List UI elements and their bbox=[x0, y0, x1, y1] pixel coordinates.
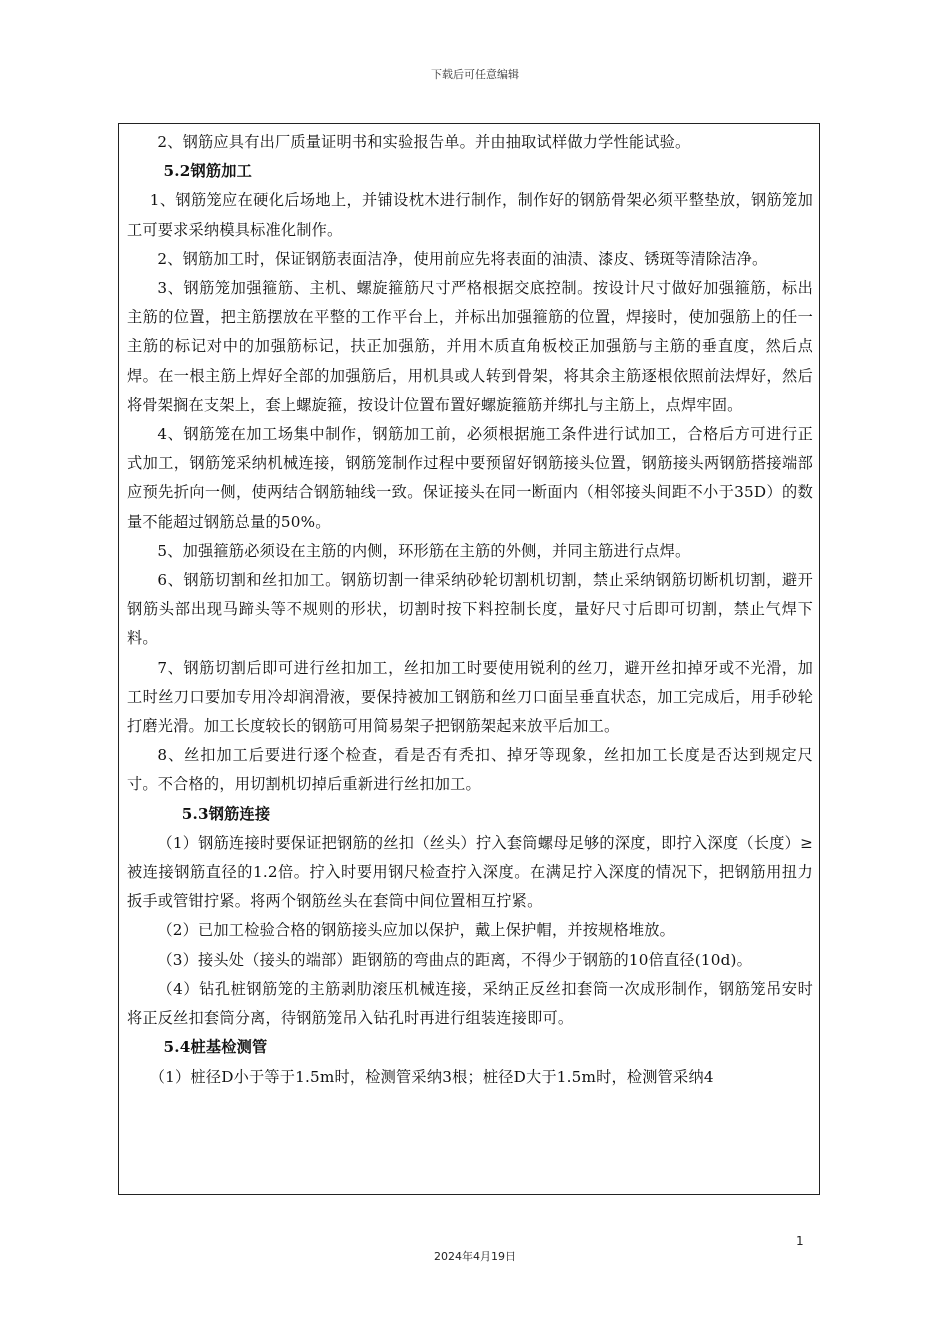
body-paragraph: （1）钢筋连接时要保证把钢筋的丝扣（丝头）拧入套筒螺母足够的深度，即拧入深度（长度）≥被连接钢筋直径的1.2倍。拧入时要用钢尺检查拧入深度。在满足拧入深度的情况下，把钢筋用扭力扳手或管钳拧紧。将两个钢筋丝头在套筒中间位置相互拧紧。 bbox=[127, 833, 813, 911]
document-body bbox=[119, 124, 819, 1092]
body-paragraph: （3）接头处（接头的端部）距钢筋的弯曲点的距离，不得少于钢筋的10倍直径(10d)。 bbox=[157, 950, 753, 969]
body-paragraph: （2）已加工检验合格的钢筋接头应加以保护，戴上保护帽，并按规格堆放。 bbox=[157, 921, 676, 940]
body-paragraph: 2、钢筋应具有出厂质量证明书和实验报告单。并由抽取试样做力学性能试验。 bbox=[157, 133, 691, 151]
body-paragraph: （4）钻孔桩钢筋笼的主筋剥肋滚压机械连接，采纳正反丝扣套筒一次成形制作，钢筋笼吊安时将正反丝扣套筒分离，待钢筋笼吊入钻孔时再进行组装连接即可。 bbox=[127, 979, 813, 1028]
section-heading: 5.4桩基检测管 bbox=[163, 1038, 268, 1057]
body-paragraph: 8、丝扣加工后要进行逐个检查，看是否有秃扣、掉牙等现象，丝扣加工长度是否达到规定尺寸。不合格的，用切割机切掉后重新进行丝扣加工。 bbox=[127, 746, 813, 794]
body-paragraph: 5、加强箍筋必须设在主筋的内侧，环形筋在主筋的外侧，并同主筋进行点焊。 bbox=[157, 541, 691, 560]
page-header: 下载后可任意编辑 bbox=[431, 68, 519, 81]
body-paragraph: 4、钢筋笼在加工场集中制作，钢筋加工前，必须根据施工条件进行试加工，合格后方可进行正式加工，钢筋笼采纳机械连接，钢筋笼制作过程中要预留好钢筋接头位置，钢筋接头两钢筋搭接端部应预先折向一侧，使两结合钢筋轴线一致。保证接头在同一断面内（相邻接头间距不小于35D）的数量不能超过钢筋总量的50%。 bbox=[127, 425, 813, 531]
body-paragraph: 7、钢筋切割后即可进行丝扣加工，丝扣加工时要使用锐利的丝刀，避开丝扣掉牙或不光滑，加工时丝刀口要加专用冷却润滑液，要保持被加工钢筋和丝刀口面呈垂直状态，加工完成后，用手砂轮打磨光滑。加工长度较长的钢筋可用简易架子把钢筋架起来放平后加工。 bbox=[127, 658, 813, 736]
body-paragraph: 6、钢筋切割和丝扣加工。钢筋切割一律采纳砂轮切割机切割，禁止采纳钢筋切断机切割，避开钢筋头部出现马蹄头等不规则的形状，切割时按下料控制长度，量好尺寸后即可切割，禁止气焊下料。 bbox=[127, 571, 813, 648]
section-heading: 5.3钢筋连接 bbox=[181, 804, 271, 823]
body-paragraph: 1、钢筋笼应在硬化后场地上，并铺设枕木进行制作，制作好的钢筋骨架必须平整垫放，钢筋笼加工可要求采纳模具标准化制作。 bbox=[127, 191, 813, 239]
section-heading: 5.2钢筋加工 bbox=[163, 162, 253, 181]
document-table-cell bbox=[118, 123, 820, 1195]
page-number: 1 bbox=[796, 1234, 804, 1248]
body-paragraph: 2、钢筋加工时，保证钢筋表面洁净，使用前应先将表面的油渍、漆皮、锈斑等清除洁净。 bbox=[157, 249, 768, 268]
body-paragraph: 3、钢筋笼加强箍筋、主机、螺旋箍筋尺寸严格根据交底控制。按设计尺寸做好加强箍筋，标出主筋的位置，把主筋摆放在平整的工作平台上，并标出加强箍筋的位置，焊接时，使加强筋上的任一主筋的标记对中的加强筋标记，扶正加强筋，并用木质直角板校正加强筋与主筋的垂直度，然后点焊。在一根主筋上焊好全部的加强筋后，用机具或人转到骨架，将其余主筋逐根依照前法焊好，然后将骨架搁在支架上，套上螺旋箍，按设计位置布置好螺旋箍筋并绑扎与主筋上，点焊牢固。 bbox=[127, 279, 813, 414]
body-paragraph: （1）桩径D小于等于1.5m时，检测管采纳3根；桩径D大于1.5m时，检测管采纳4 bbox=[149, 1067, 714, 1086]
page-footer-date: 2024年4月19日 bbox=[434, 1250, 516, 1263]
